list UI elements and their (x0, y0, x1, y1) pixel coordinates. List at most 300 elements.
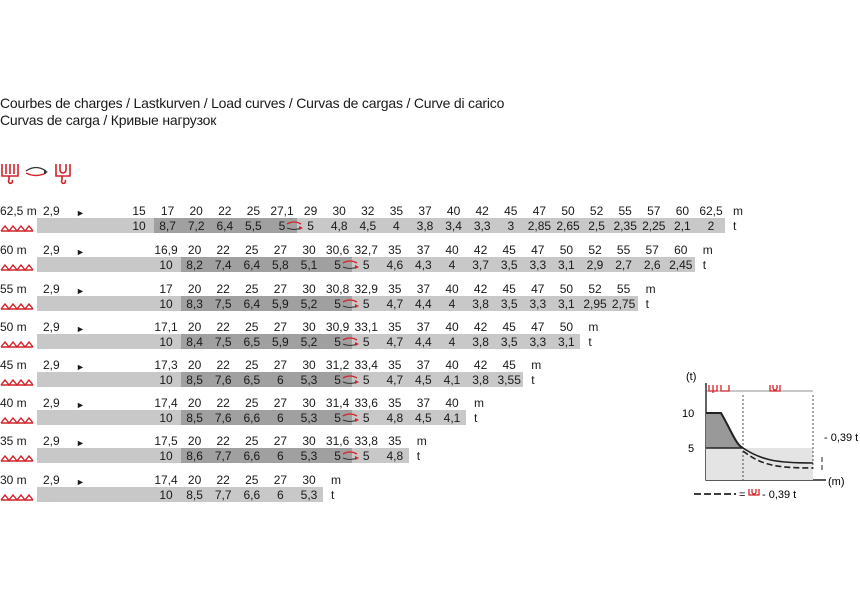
unit-t-label: t (588, 335, 592, 349)
radius-cell: 25 (245, 358, 259, 372)
boom-length-label: 45 m (0, 358, 27, 372)
diagram-right-note: - 0,39 t (824, 432, 859, 444)
load-cell: 6 (277, 411, 284, 425)
diagram-tick-10: 10 (682, 408, 695, 420)
load-cell: 10 (159, 258, 173, 272)
unit-m-label: m (645, 282, 656, 296)
boom-row (0, 430, 760, 466)
load-cell: 4 (448, 335, 456, 349)
unit-m-label: m (474, 396, 484, 410)
load-cell: 10 (132, 219, 146, 233)
load-cell: 5,3 (300, 411, 318, 425)
boom-section-icon (0, 264, 36, 272)
radius-cell: 32,9 (354, 282, 378, 296)
load-cell: 5 (362, 411, 370, 425)
radius-cell: 27 (273, 434, 288, 448)
load-cell: 5,8 (272, 258, 289, 272)
min-radius-label: 2,9 (43, 282, 60, 296)
unit-m-label: m (702, 243, 713, 257)
radius-cell: 25 (245, 282, 259, 296)
load-cell: 3 (507, 219, 515, 233)
radius-cell: 45 (502, 320, 516, 334)
load-cell: 10 (159, 335, 173, 349)
radius-cell: 30 (302, 358, 316, 372)
load-cell: 5,3 (300, 488, 318, 502)
load-cell: 10 (159, 488, 173, 502)
red-curved-arrow-icon (342, 412, 360, 424)
radius-cell: 33,4 (354, 358, 378, 372)
radius-cell: 22 (216, 358, 230, 372)
radius-cell: 33,6 (354, 396, 378, 410)
load-cell: 5,3 (300, 373, 318, 387)
radius-cell: 22 (218, 204, 232, 218)
load-cell: 4 (393, 219, 400, 233)
load-cell: 5 (362, 335, 370, 349)
load-cell: 2,85 (527, 219, 552, 233)
radius-cell: 35 (388, 434, 402, 448)
red-curved-arrow-icon (342, 259, 360, 271)
boom-length-label: 62,5 m (0, 204, 37, 218)
radius-cell: 20 (187, 243, 202, 257)
load-cell: 6,4 (243, 258, 261, 272)
radius-cell: 57 (647, 204, 661, 218)
radius-cell: 27 (273, 358, 288, 372)
boom-row (0, 200, 760, 236)
load-cell: 4,5 (415, 411, 432, 425)
radius-cell: 40 (446, 204, 461, 218)
diagram-x-label: (m) (828, 476, 845, 488)
load-cell: 3,1 (558, 258, 575, 272)
radius-cell: 35 (388, 282, 402, 296)
radius-cell: 52 (589, 204, 604, 218)
boom-row (0, 354, 760, 390)
load-cell: 4,1 (443, 411, 461, 425)
radius-cell: 57 (645, 243, 659, 257)
boom-section-icon (0, 417, 36, 425)
load-cell: 4,3 (415, 258, 432, 272)
load-cell: 6 (277, 449, 284, 463)
radius-cell: 32,7 (354, 243, 378, 257)
min-radius-label: 2,9 (43, 396, 60, 410)
load-cell: 2 (707, 219, 715, 233)
radius-cell: 42 (473, 320, 488, 334)
load-cell: 5 (334, 373, 341, 387)
radius-cell: 42 (473, 282, 488, 296)
arrow-icon: ► (76, 477, 85, 487)
radius-cell: 40 (445, 396, 459, 410)
load-cell: 4 (448, 258, 456, 272)
boom-length-label: 35 m (0, 434, 27, 448)
load-cell: 7,6 (214, 373, 232, 387)
load-cell: 3,7 (472, 258, 489, 272)
load-cell: 4,7 (386, 373, 404, 387)
hook-to-hook-swap-icon (0, 160, 74, 186)
load-cell: 5,9 (272, 335, 289, 349)
load-cell: 5,9 (272, 297, 289, 311)
radius-cell: 27 (273, 282, 288, 296)
radius-cell: 52 (588, 243, 602, 257)
unit-t-label: t (733, 219, 737, 233)
load-cell: 2,95 (583, 297, 607, 311)
boom-length-label: 40 m (0, 396, 27, 410)
diagram-legend-hook-icon (749, 489, 759, 495)
radius-cell: 47 (531, 282, 545, 296)
radius-cell: 22 (216, 434, 230, 448)
page-title: Courbes de charges / Lastkurven / Load curves / Curvas de cargas / Curve di carico (0, 95, 505, 111)
arrow-icon: ► (76, 247, 85, 257)
load-bar-shaded (181, 296, 353, 311)
load-cell: 2,7 (615, 258, 632, 272)
unit-t-label: t (331, 488, 335, 502)
radius-cell: 60 (675, 204, 690, 218)
boom-section-icon (0, 303, 36, 311)
load-cell: 5 (334, 411, 341, 425)
load-cell: 5 (362, 258, 370, 272)
radius-cell: 17,4 (154, 396, 178, 410)
radius-cell: 31,6 (325, 434, 350, 448)
load-cell: 3,3 (529, 335, 547, 349)
load-cell: 6,4 (243, 297, 261, 311)
radius-cell: 22 (216, 473, 230, 487)
load-cell: 6,4 (216, 219, 234, 233)
radius-cell: 30 (302, 396, 316, 410)
load-cell: 6,6 (243, 488, 261, 502)
radius-cell: 16,9 (154, 243, 178, 257)
load-cell: 8,5 (186, 373, 203, 387)
load-cell: 4,7 (386, 297, 404, 311)
red-curved-arrow-icon (342, 336, 360, 348)
radius-cell: 17,1 (154, 320, 178, 334)
load-cell: 3,4 (445, 219, 462, 233)
radius-cell: 17,4 (154, 473, 178, 487)
radius-cell: 42 (475, 204, 489, 218)
load-cell: 8,5 (186, 488, 203, 502)
diagram-y-label: (t) (686, 371, 697, 383)
load-cell: 5,5 (245, 219, 262, 233)
radius-cell: 37 (416, 396, 431, 410)
radius-cell: 40 (445, 243, 459, 257)
radius-cell: 25 (246, 204, 261, 218)
radius-cell: 35 (389, 204, 404, 218)
load-cell: 4 (448, 297, 456, 311)
radius-cell: 37 (416, 320, 431, 334)
radius-cell: 30 (302, 243, 316, 257)
radius-cell: 45 (502, 243, 516, 257)
radius-cell: 47 (531, 243, 545, 257)
load-bar-shaded (181, 334, 353, 349)
load-cell: 3,5 (500, 335, 518, 349)
load-bar-shaded (181, 372, 353, 387)
red-curved-arrow-icon (286, 220, 304, 232)
load-cell: 7,7 (214, 449, 232, 463)
load-cell: 7,5 (214, 297, 232, 311)
min-radius-label: 2,9 (43, 320, 60, 334)
load-cell: 2,75 (611, 297, 636, 311)
radius-cell: 45 (502, 282, 516, 296)
load-cell: 5,3 (300, 449, 318, 463)
load-cell: 3,8 (416, 219, 434, 233)
boom-row (0, 316, 760, 352)
load-cell: 2,45 (669, 258, 693, 272)
min-radius-label: 2,9 (43, 473, 60, 487)
radius-cell: 20 (187, 358, 202, 372)
radius-cell: 20 (187, 473, 202, 487)
load-cell: 5 (362, 297, 370, 311)
radius-cell: 22 (216, 396, 230, 410)
load-bar-shaded (181, 410, 353, 425)
radius-cell: 25 (245, 434, 259, 448)
radius-cell: 30 (302, 320, 316, 334)
radius-cell: 50 (561, 204, 575, 218)
diagram-legend-eq: = (739, 489, 746, 500)
radius-cell: 50 (559, 320, 574, 334)
load-cell: 4,7 (386, 335, 404, 349)
load-cell: 2,6 (643, 258, 661, 272)
boom-row (0, 469, 760, 505)
radius-cell: 17,5 (154, 434, 178, 448)
load-cell: 8,5 (186, 411, 203, 425)
radius-cell: 22 (216, 320, 230, 334)
red-curved-arrow-icon (342, 450, 360, 462)
radius-cell: 37 (416, 243, 431, 257)
radius-cell: 17,3 (154, 358, 178, 372)
load-cell: 3,8 (472, 335, 489, 349)
diagram-tick-5: 5 (688, 443, 695, 455)
unit-m-label: m (588, 320, 599, 334)
min-radius-label: 2,9 (43, 358, 60, 372)
radius-cell: 17 (159, 282, 173, 296)
load-cell: 4,8 (330, 219, 348, 233)
radius-cell: 62,5 (699, 204, 723, 218)
load-cell: 6 (277, 373, 284, 387)
radius-cell: 27 (273, 473, 288, 487)
load-cell: 8,4 (186, 335, 203, 349)
radius-cell: 35 (388, 243, 402, 257)
load-cell: 10 (159, 373, 173, 387)
radius-cell: 25 (245, 320, 259, 334)
boom-length-label: 55 m (0, 282, 27, 296)
load-bar-shaded (181, 257, 353, 272)
radius-cell: 35 (388, 396, 402, 410)
min-radius-label: 2,9 (43, 204, 60, 218)
load-cell: 7,7 (214, 488, 232, 502)
load-cell: 3,3 (529, 297, 547, 311)
load-cell: 2,1 (674, 219, 691, 233)
radius-cell: 55 (616, 243, 631, 257)
load-cell: 2,9 (586, 258, 604, 272)
load-cell: 7,5 (214, 335, 232, 349)
radius-cell: 42 (473, 358, 488, 372)
radius-cell: 20 (187, 434, 202, 448)
min-radius-label: 2,9 (43, 243, 60, 257)
load-cell: 6,6 (243, 449, 261, 463)
radius-cell: 15 (132, 204, 146, 218)
boom-section-icon (0, 341, 36, 349)
radius-cell: 37 (416, 282, 431, 296)
load-cell: 8,3 (186, 297, 203, 311)
radius-cell: 30,9 (325, 320, 350, 334)
diagram-hook-icons (709, 385, 780, 393)
unit-t-label: t (645, 297, 649, 311)
radius-cell: 32 (361, 204, 375, 218)
boom-section-icon (0, 379, 36, 387)
load-cell: 5 (334, 335, 341, 349)
boom-section-icon (0, 455, 36, 463)
load-cell: 6,6 (243, 411, 261, 425)
arrow-icon: ► (76, 286, 85, 296)
radius-cell: 27,1 (270, 204, 294, 218)
arrow-icon: ► (76, 324, 85, 334)
radius-cell: 47 (531, 320, 545, 334)
load-cell: 5 (362, 373, 370, 387)
radius-cell: 42 (473, 243, 488, 257)
load-bar-shaded (181, 448, 353, 463)
load-cell: 2,5 (588, 219, 605, 233)
unit-t-label: t (416, 449, 421, 463)
unit-t-label: t (474, 411, 478, 425)
radius-cell: 52 (588, 282, 602, 296)
load-cell: 4,8 (386, 411, 404, 425)
boom-row (0, 239, 760, 275)
load-cell: 7,4 (214, 258, 232, 272)
radius-cell: 27 (273, 320, 288, 334)
radius-cell: 22 (216, 282, 230, 296)
boom-length-label: 30 m (0, 473, 27, 487)
radius-cell: 20 (187, 282, 202, 296)
load-cell: 5 (334, 258, 341, 272)
load-cell: 2,65 (556, 219, 580, 233)
load-cell: 4,5 (359, 219, 377, 233)
load-cell: 4,4 (415, 297, 432, 311)
radius-cell: 30 (332, 204, 346, 218)
radius-cell: 35 (388, 358, 402, 372)
radius-cell: 29 (303, 204, 318, 218)
unit-m-label: m (531, 358, 542, 372)
radius-cell: 33,8 (354, 434, 378, 448)
radius-cell: 50 (559, 282, 574, 296)
unit-m-label: m (416, 434, 427, 448)
arrow-icon: ► (76, 362, 85, 372)
radius-cell: 37 (418, 204, 432, 218)
radius-cell: 22 (216, 243, 230, 257)
radius-cell: 25 (245, 473, 259, 487)
load-cell: 4,8 (386, 449, 404, 463)
radius-cell: 40 (445, 282, 459, 296)
red-curved-arrow-icon (342, 374, 360, 386)
load-cell: 5,2 (300, 335, 318, 349)
radius-cell: 30,8 (325, 282, 350, 296)
load-cell: 6,5 (243, 373, 261, 387)
radius-cell: 25 (245, 396, 259, 410)
load-cell: 3,55 (497, 373, 521, 387)
radius-cell: 31,4 (325, 396, 350, 410)
radius-cell: 30 (302, 282, 316, 296)
load-cell: 10 (159, 297, 173, 311)
radius-cell: 47 (532, 204, 547, 218)
load-cell: 5,1 (300, 258, 318, 272)
load-cell: 4,4 (415, 335, 432, 349)
load-cell: 3,5 (500, 297, 518, 311)
radius-cell: 35 (388, 320, 402, 334)
radius-cell: 55 (616, 282, 631, 296)
load-cell: 5 (334, 449, 341, 463)
load-cell: 2,25 (642, 219, 666, 233)
radius-cell: 37 (416, 358, 431, 372)
load-cell: 4,6 (386, 258, 404, 272)
load-cell: 6 (277, 488, 284, 502)
unit-m-label: m (733, 204, 743, 218)
load-cell: 3,3 (529, 258, 547, 272)
load-cell: 8,7 (159, 219, 176, 233)
radius-cell: 30,6 (325, 243, 350, 257)
load-cell: 5 (307, 219, 314, 233)
diagram-legend-note: - 0,39 t (762, 489, 797, 500)
unit-t-label: t (702, 258, 707, 272)
load-cell: 3,1 (558, 335, 575, 349)
load-cell: 5 (278, 219, 286, 233)
radius-cell: 20 (187, 320, 202, 334)
boom-section-icon (0, 494, 36, 502)
radius-cell: 45 (502, 358, 516, 372)
radius-cell: 50 (559, 243, 574, 257)
boom-row (0, 278, 760, 314)
radius-cell: 20 (187, 396, 202, 410)
radius-cell: 27 (273, 243, 288, 257)
boom-length-label: 60 m (0, 243, 27, 257)
load-cell: 10 (159, 411, 173, 425)
load-cell: 3,1 (558, 297, 575, 311)
radius-cell: 27 (273, 396, 288, 410)
load-cell: 7,6 (214, 411, 232, 425)
boom-section-icon (0, 225, 36, 233)
load-cell: 8,2 (186, 258, 203, 272)
arrow-icon: ► (76, 400, 85, 410)
load-cell: 5 (334, 297, 341, 311)
red-curved-arrow-icon (342, 298, 360, 310)
radius-cell: 60 (674, 243, 688, 257)
radius-cell: 30 (302, 473, 316, 487)
load-cell: 5,2 (300, 297, 318, 311)
load-cell: 4,5 (415, 373, 432, 387)
boom-length-label: 50 m (0, 320, 27, 334)
min-radius-label: 2,9 (43, 434, 60, 448)
load-cell: 3,8 (472, 373, 489, 387)
load-curve-diagram (676, 365, 860, 500)
load-cell: 7,2 (187, 219, 205, 233)
unit-m-label: m (331, 473, 341, 487)
arrow-icon: ► (76, 208, 85, 218)
radius-cell: 33,1 (354, 320, 378, 334)
radius-cell: 40 (445, 320, 459, 334)
arrow-icon: ► (76, 438, 85, 448)
boom-row (0, 392, 760, 428)
load-cell: 2,35 (613, 219, 637, 233)
radius-cell: 45 (504, 204, 518, 218)
radius-cell: 30 (302, 434, 316, 448)
load-cell: 3,3 (473, 219, 491, 233)
radius-cell: 17 (160, 204, 175, 218)
load-cell: 4,1 (443, 373, 461, 387)
page-subtitle: Curvas de carga / Кривые нагрузок (0, 112, 217, 128)
unit-t-label: t (531, 373, 535, 387)
load-cell: 6,5 (243, 335, 261, 349)
load-cell: 8,6 (186, 449, 203, 463)
load-cell: 3,8 (472, 297, 489, 311)
radius-cell: 20 (189, 204, 203, 218)
load-cell: 3,5 (500, 258, 518, 272)
radius-cell: 31,2 (325, 358, 350, 372)
load-cell: 10 (159, 449, 173, 463)
